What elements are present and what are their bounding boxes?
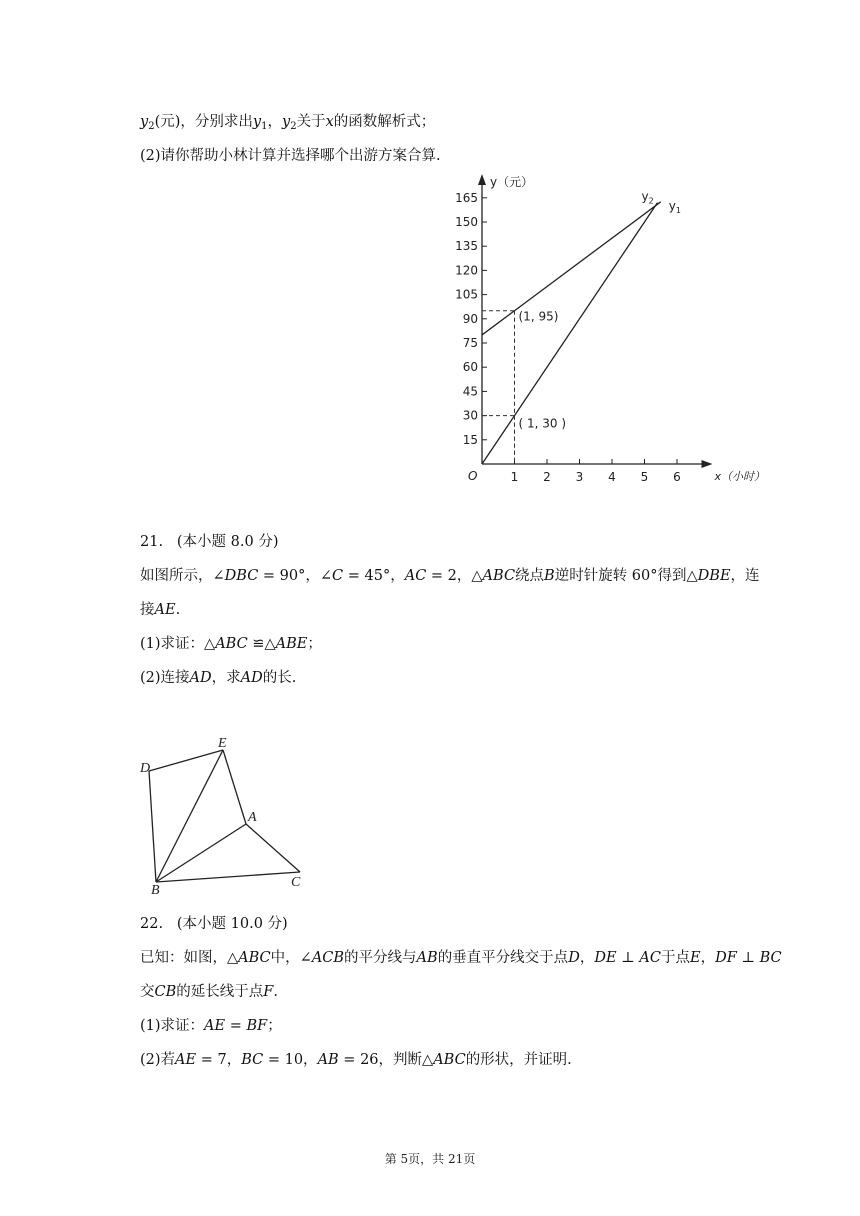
q21-line-2: 接AE. bbox=[140, 602, 181, 618]
point-label-c: C bbox=[291, 875, 301, 890]
x-tick-label: 1 bbox=[510, 470, 519, 484]
q21-part-2: (2)连接AD，求AD的长. bbox=[140, 670, 297, 686]
point-label-d: D bbox=[140, 761, 151, 776]
q21-geometry-figure bbox=[130, 730, 320, 895]
y-axis-arrow bbox=[478, 174, 486, 185]
q22-part-2: (2)若AE = 7，BC = 10，AB = 26，判断△ABC的形状，并证明. bbox=[140, 1052, 572, 1068]
point-label-b: B bbox=[151, 883, 160, 895]
point-label-a: A bbox=[248, 810, 257, 825]
origin-label: O bbox=[468, 469, 478, 483]
x-axis-arrow bbox=[702, 460, 713, 468]
y-tick-label: 165 bbox=[455, 190, 478, 205]
q20-line-2: (2)请你帮助小林计算并选择哪个出游方案合算. bbox=[140, 148, 441, 164]
q22-part-1: (1)求证：AE = BF； bbox=[140, 1018, 282, 1034]
x-axis-label: x（小时） bbox=[714, 470, 766, 483]
y-tick-label: 15 bbox=[462, 432, 478, 447]
y-tick-label: 90 bbox=[462, 311, 478, 326]
segment-db bbox=[149, 771, 156, 882]
series-label-y1: $y_1$ bbox=[668, 198, 681, 215]
y-tick-label: 150 bbox=[455, 215, 478, 229]
segment-ab bbox=[156, 824, 246, 882]
series-line-y1 bbox=[482, 202, 661, 335]
q21-line-1: 如图所示，∠DBC = 90°，∠C = 45°，AC = 2，△ABC绕点B逆时针旋转 60°得到△DBE，连 bbox=[140, 568, 760, 584]
annotation-label: ( 1, 30 ) bbox=[518, 416, 567, 431]
segment-ac bbox=[246, 824, 300, 872]
segment-eb bbox=[156, 750, 223, 882]
x-tick-label: 3 bbox=[575, 470, 584, 484]
q22-line-1: 已知：如图，△ABC中，∠ACB的平分线与AB的垂直平分线交于点D，DE ⊥ AC于点E，DF ⊥ BC bbox=[140, 950, 782, 966]
series-line-y2 bbox=[482, 203, 658, 464]
q22-header: 22. (本小题 10.0 分) bbox=[140, 916, 288, 932]
y-axis-label: y（元） bbox=[490, 175, 534, 189]
q21-header: 21. (本小题 8.0 分) bbox=[140, 534, 279, 550]
point-label-e: E bbox=[218, 736, 227, 751]
segment-bc bbox=[156, 872, 300, 882]
y-tick-label: 105 bbox=[455, 287, 478, 302]
y-tick-label: 30 bbox=[462, 408, 478, 423]
series-label-y2: $y_2$ bbox=[641, 189, 654, 206]
x-tick-label: 5 bbox=[640, 470, 649, 484]
x-tick-label: 6 bbox=[673, 470, 681, 484]
q21-part-1: (1)求证：△ABC ≌△ABE； bbox=[140, 636, 322, 652]
q22-line-2: 交CB的延长线于点F. bbox=[140, 984, 278, 1000]
cost-line-chart bbox=[440, 168, 770, 498]
x-tick-label: 2 bbox=[543, 470, 551, 484]
y-tick-label: 45 bbox=[462, 384, 478, 399]
segment-de bbox=[149, 750, 223, 771]
y-tick-label: 120 bbox=[455, 263, 478, 278]
segment-ea bbox=[223, 750, 246, 824]
y-tick-label: 135 bbox=[455, 239, 478, 254]
y-tick-label: 60 bbox=[462, 360, 478, 375]
page-footer: 第 5页，共 21页 bbox=[384, 1152, 476, 1166]
y-tick-label: 75 bbox=[462, 336, 478, 350]
q20-line-1: $y_2$(元)，分别求出$y_1$，$y_2$关于x的函数解析式； bbox=[140, 114, 436, 132]
annotation-label: (1, 95) bbox=[518, 309, 559, 324]
x-tick-label: 4 bbox=[608, 470, 616, 484]
